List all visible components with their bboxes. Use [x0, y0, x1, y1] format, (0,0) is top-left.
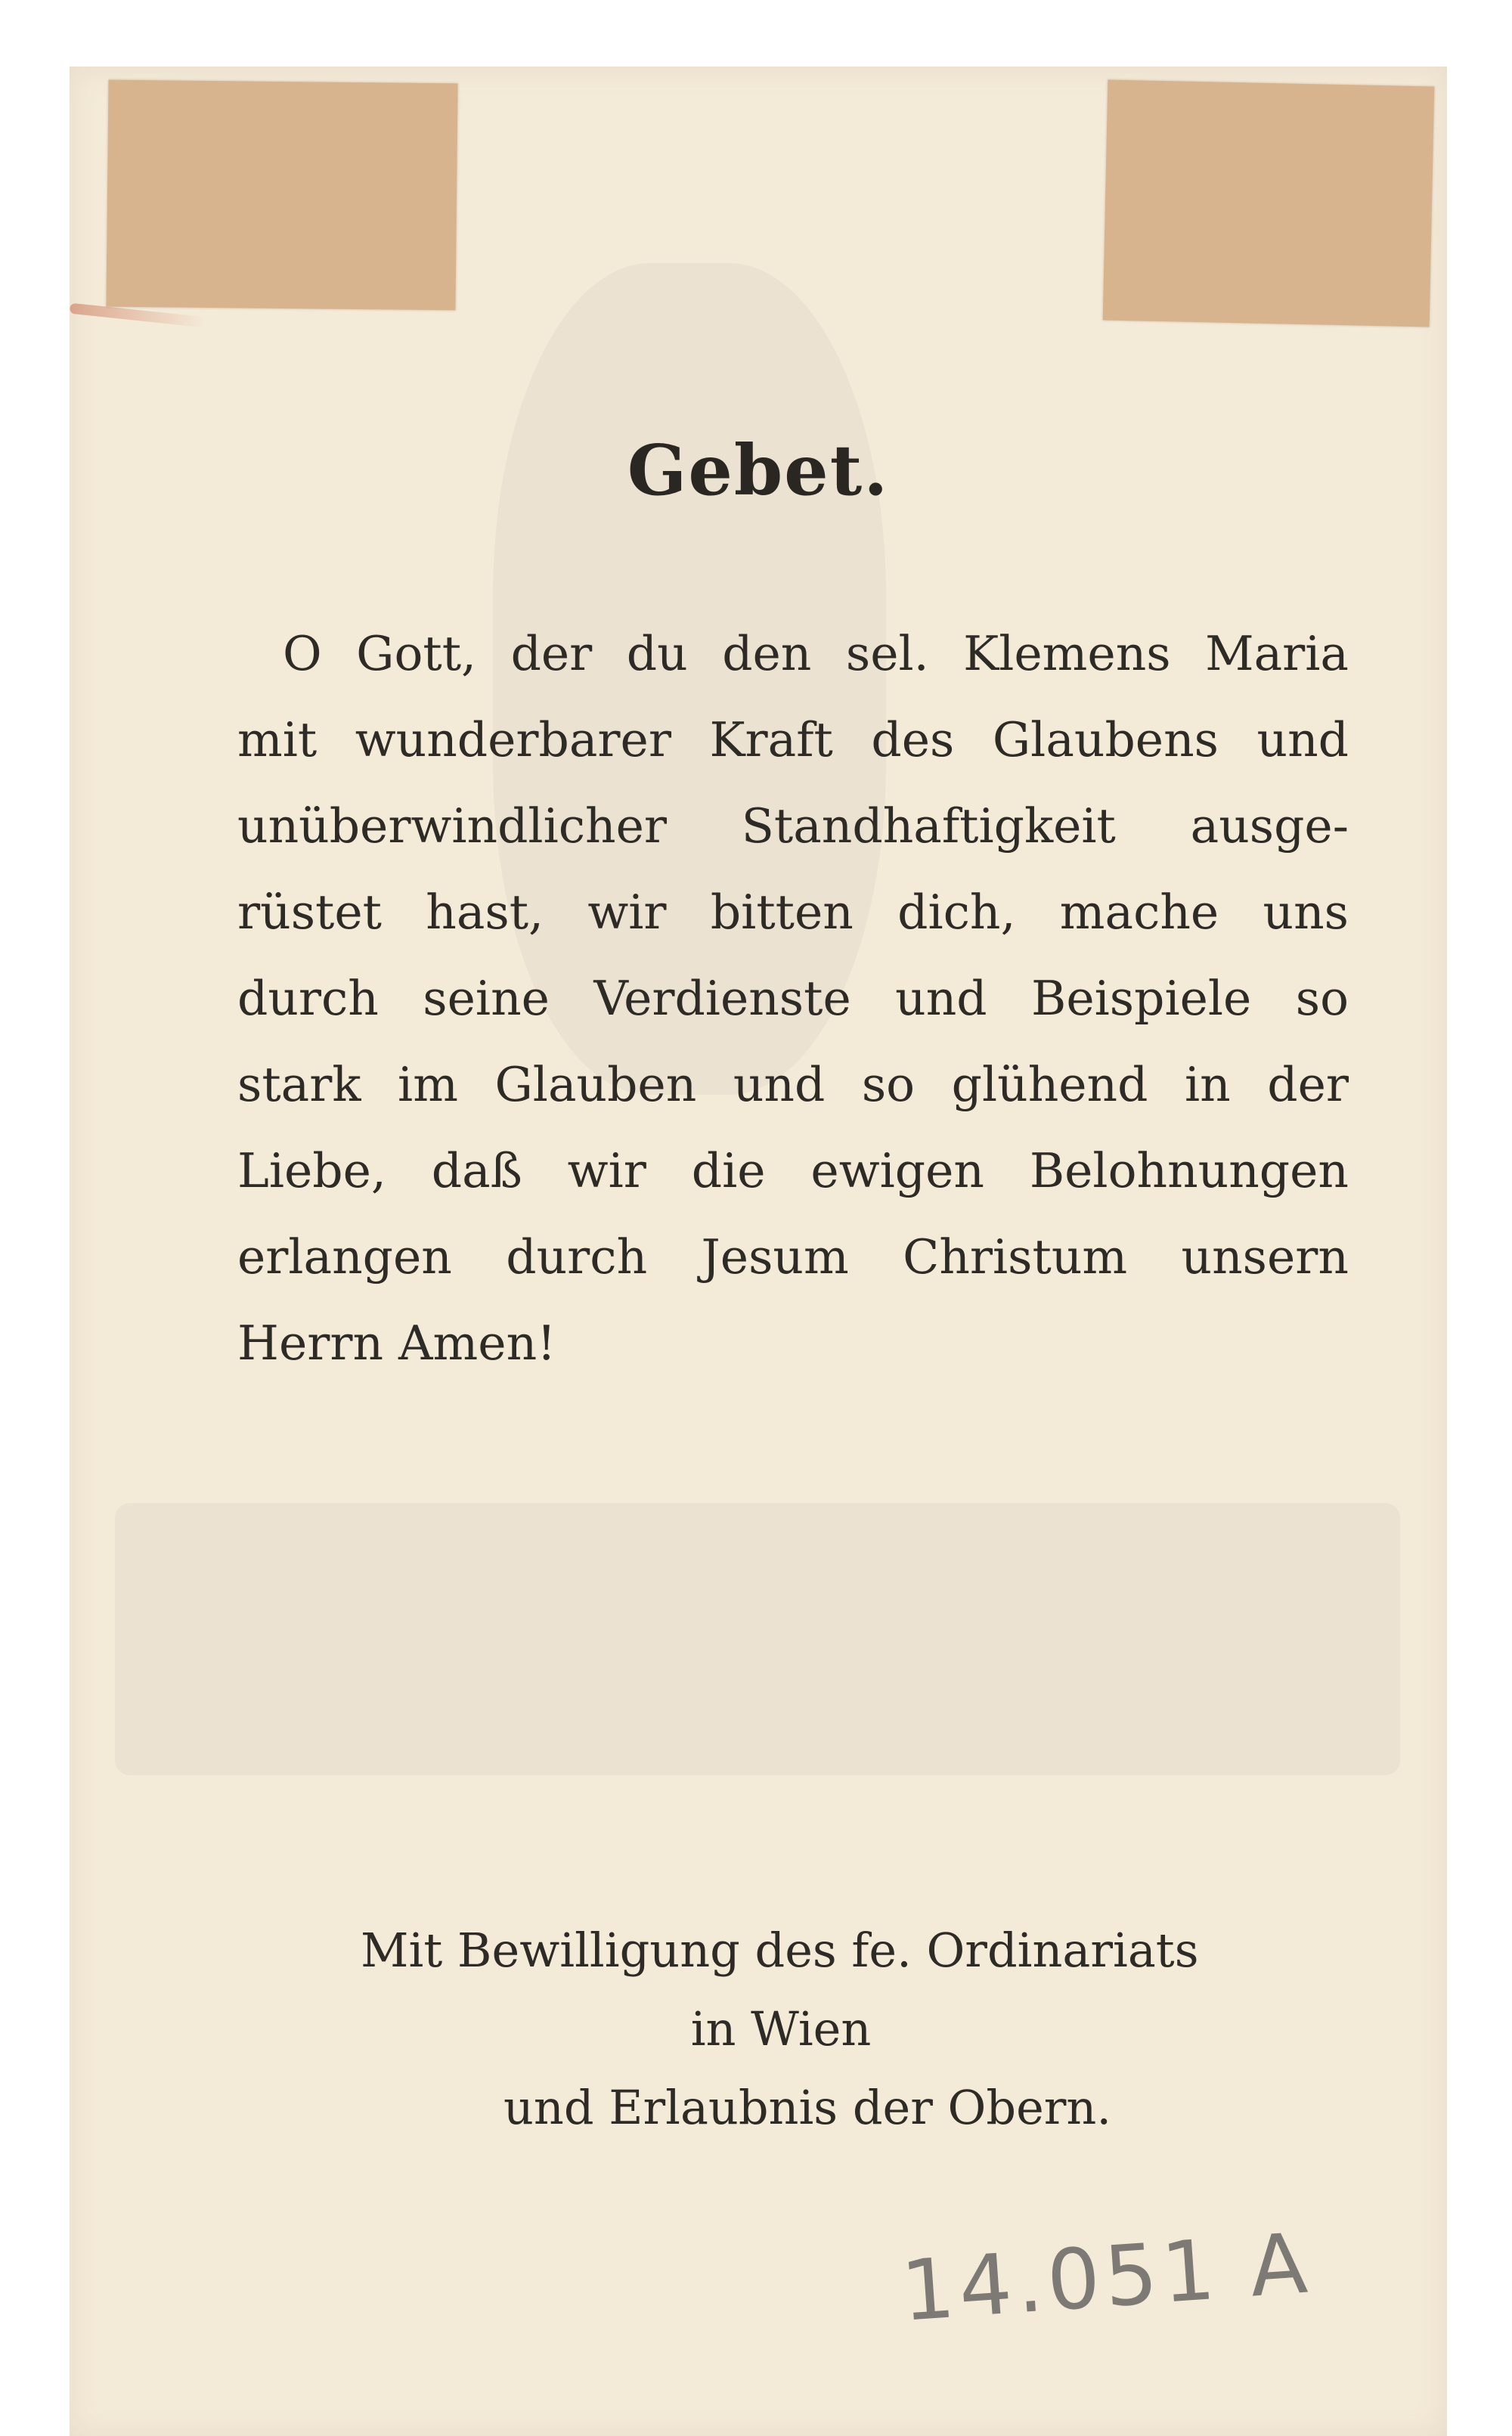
prayer-line: Herrn Amen! — [237, 1316, 556, 1371]
approval-line: in Wien — [690, 2001, 872, 2056]
prayer-line: O Gott, der du den sel. Klemens Maria — [283, 626, 1349, 681]
approval-note — [70, 1911, 1447, 2147]
archive-number: 14.051 A — [898, 2214, 1315, 2340]
bleed-through-banner — [115, 1503, 1400, 1775]
prayer-line: rüstet hast, wir bitten dich, mache uns — [237, 885, 1349, 940]
prayer-line: stark im Glauben und so glühend in der — [237, 1057, 1349, 1112]
prayer-line: mit wunderbarer Kraft des Glaubens und — [237, 712, 1349, 767]
prayer-text — [237, 611, 1349, 1387]
approval-line: und Erlaubnis der Obern. — [503, 2080, 1112, 2135]
tape-right — [1103, 80, 1435, 327]
prayer-card — [70, 67, 1447, 2436]
prayer-line: durch seine Verdienste und Beispiele so — [237, 971, 1349, 1026]
prayer-title: Gebet. — [627, 429, 890, 511]
prayer-line: Liebe, daß wir die ewigen Belohnungen — [237, 1143, 1349, 1198]
tape-left — [106, 80, 457, 311]
approval-line: Mit Bewilligung des fe. Ordinariats — [361, 1923, 1199, 1978]
prayer-line: unüberwindlicher Standhaftigkeit ausge- — [237, 798, 1349, 854]
prayer-line: erlangen durch Jesum Christum unsern — [237, 1229, 1349, 1285]
